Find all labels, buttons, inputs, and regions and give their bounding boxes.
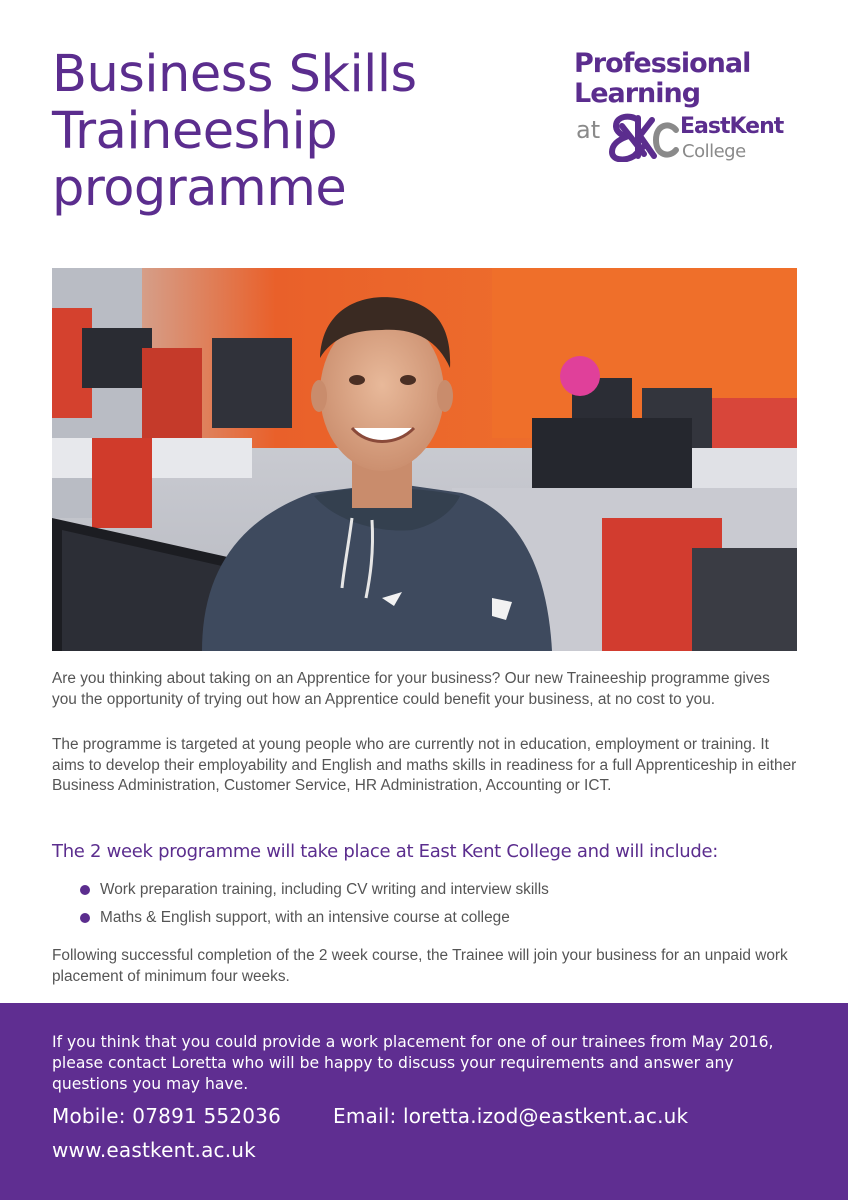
bullet-text: Work preparation training, including CV writing and interview skills bbox=[100, 881, 549, 898]
logo-learning: Learning bbox=[574, 78, 701, 109]
bullet-text: Maths & English support, with an intensive course at college bbox=[100, 909, 510, 926]
title-line-2: Traineeship bbox=[52, 102, 338, 161]
programme-heading: The 2 week programme will take place at East Kent College and will include: bbox=[52, 841, 719, 862]
intro-paragraph-2: The programme is targeted at young people who are currently not in education, employment or training. It aims to develop their employability and English and maths skills in readiness for a full Apprenticeship in either Business Administration, Customer Service, HR Administration, Accounting or ICT. bbox=[52, 736, 797, 794]
programme-bullet-list bbox=[80, 880, 549, 936]
mobile-number: Mobile: 07891 552036 bbox=[52, 1104, 282, 1128]
footer-text: If you think that you could provide a work placement for one of our trainees from May 2016, please contact Loretta who will be happy to discuss your requirements and answer any questions you may have. bbox=[52, 1033, 774, 1093]
contact-footer bbox=[0, 1003, 848, 1200]
page-title bbox=[52, 46, 417, 217]
email-link[interactable]: Email: loretta.izod@eastkent.ac.uk bbox=[333, 1104, 689, 1128]
completion-paragraph: Following successful completion of the 2 week course, the Trainee will join your business for an unpaid work placement of minimum four weeks. bbox=[52, 947, 788, 985]
student-photo bbox=[52, 268, 797, 651]
list-item bbox=[80, 908, 549, 928]
intro-paragraph-1: Are you thinking about taking on an Apprentice for your business? Our new Traineeship programme gives you the opportunity of trying out how an Apprentice could benefit your business, at no cost to you. bbox=[52, 670, 770, 708]
ekc-monogram-icon bbox=[608, 110, 680, 162]
logo-eastkent: EastKent bbox=[680, 114, 784, 139]
website-link[interactable]: www.eastkent.ac.uk bbox=[52, 1138, 256, 1162]
bullet-dot-icon bbox=[80, 913, 90, 923]
logo-at: at bbox=[576, 116, 601, 144]
logo-college: College bbox=[682, 141, 746, 162]
logo-professional: Professional bbox=[574, 48, 751, 79]
title-line-3: programme bbox=[52, 159, 347, 218]
photo-student-at-computer-icon bbox=[52, 268, 797, 651]
east-kent-college-logo bbox=[570, 48, 800, 172]
title-line-1: Business Skills bbox=[52, 45, 417, 104]
bullet-dot-icon bbox=[80, 885, 90, 895]
list-item bbox=[80, 880, 549, 900]
